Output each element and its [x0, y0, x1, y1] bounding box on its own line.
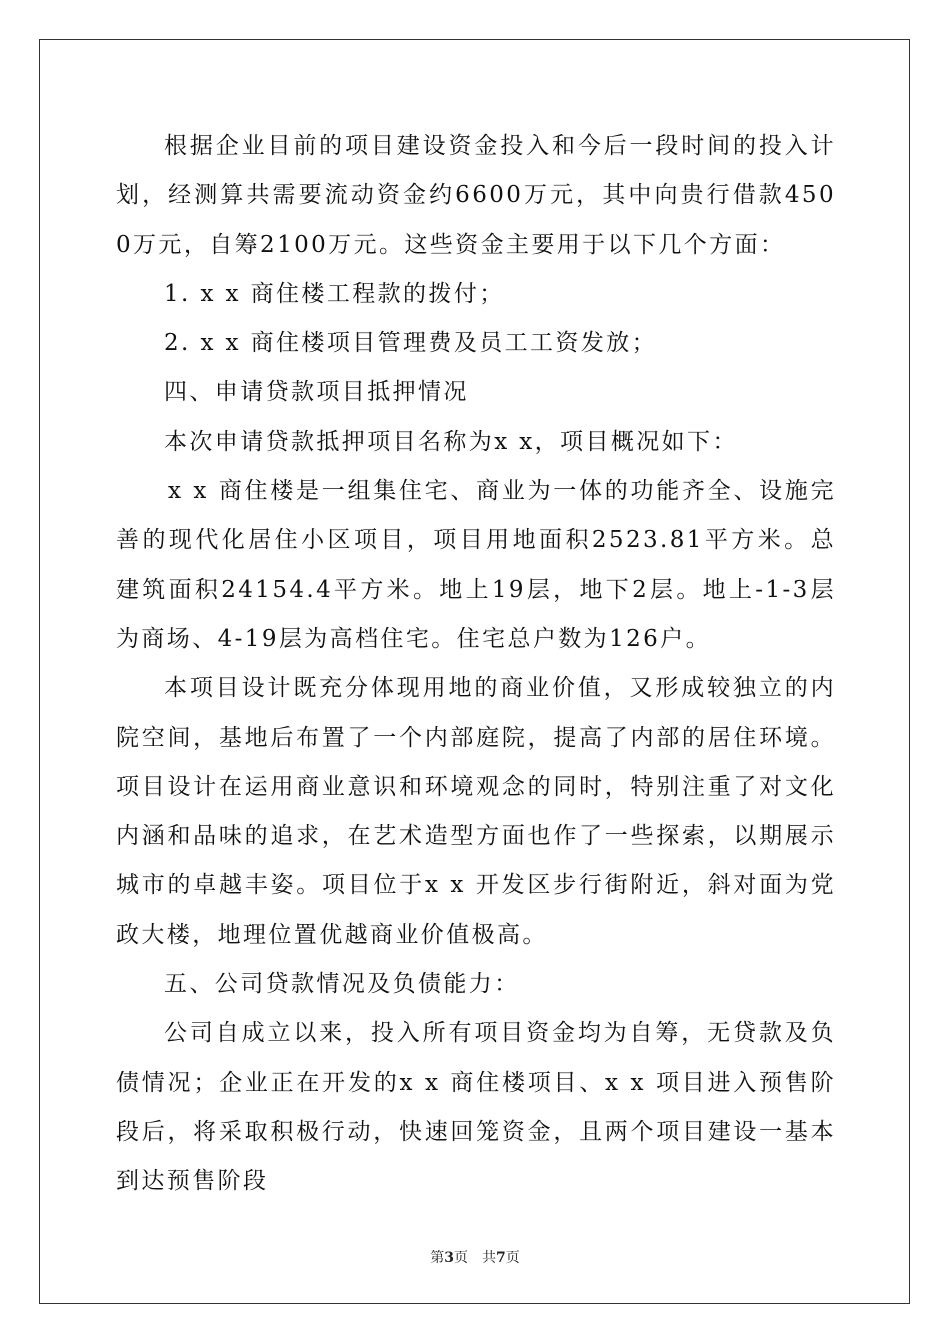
paragraph-loan-status: 公司自成立以来，投入所有项目资金均为自筹，无贷款及负债情况；企业正在开发的x x 商住楼项目、x x 项目进入预售阶段后，将采取积极行动，快速回笼资金，且两个项目建设一基本到达预售阶段: [116, 1020, 836, 1195]
section-heading-mortgage: 四、申请贷款项目抵押情况: [164, 379, 469, 406]
page-number-total: 7: [496, 1250, 506, 1266]
paragraph-project-overview: x x 商住楼是一组集住宅、商业为一体的功能齐全、设施完善的现代化居住小区项目，项目用地面积2523.81平方米。总建筑面积24154.4平方米。地上19层，地下2层。地上-1-3层为商场、4-19层为高档住宅。住宅总户数为126户。: [116, 478, 836, 652]
page-number-suffix: 页: [454, 1250, 468, 1266]
page-total-prefix: 共: [482, 1250, 496, 1266]
paragraph-mortgage-intro: 本次申请贷款抵押项目名称为x x，项目概况如下：: [164, 428, 738, 455]
paragraph-funding-plan: 根据企业目前的项目建设资金投入和今后一段时间的投入计划，经测算共需要流动资金约6600万元，其中向贵行借款4500万元，自筹2100万元。这些资金主要用于以下几个方面：: [116, 133, 836, 258]
document-body: [116, 122, 836, 1207]
section-heading-loans: 五、公司贷款情况及负债能力：: [164, 971, 520, 998]
list-item-payment: 1. x x 商住楼工程款的拨付；: [164, 280, 505, 307]
page-number-prefix: 第: [430, 1250, 445, 1266]
paragraph-project-design: 本项目设计既充分体现用地的商业价值，又形成较独立的内院空间，基地后布置了一个内部庭院，提高了内部的居住环境。项目设计在运用商业意识和环境观念的同时，特别注重了对文化内涵和品味的追求，在艺术造型方面也作了一些探索，以期展示城市的卓越丰姿。项目位于x x 开发区步行街附近，斜对面为党政大楼，地理位置优越商业价值极高。: [116, 675, 836, 948]
list-item-management-fee: 2. x x 商住楼项目管理费及员工工资发放；: [164, 330, 658, 357]
page-total-suffix: 页: [505, 1250, 520, 1266]
page-footer: [0, 1247, 950, 1267]
page-number-current: 3: [444, 1250, 454, 1266]
